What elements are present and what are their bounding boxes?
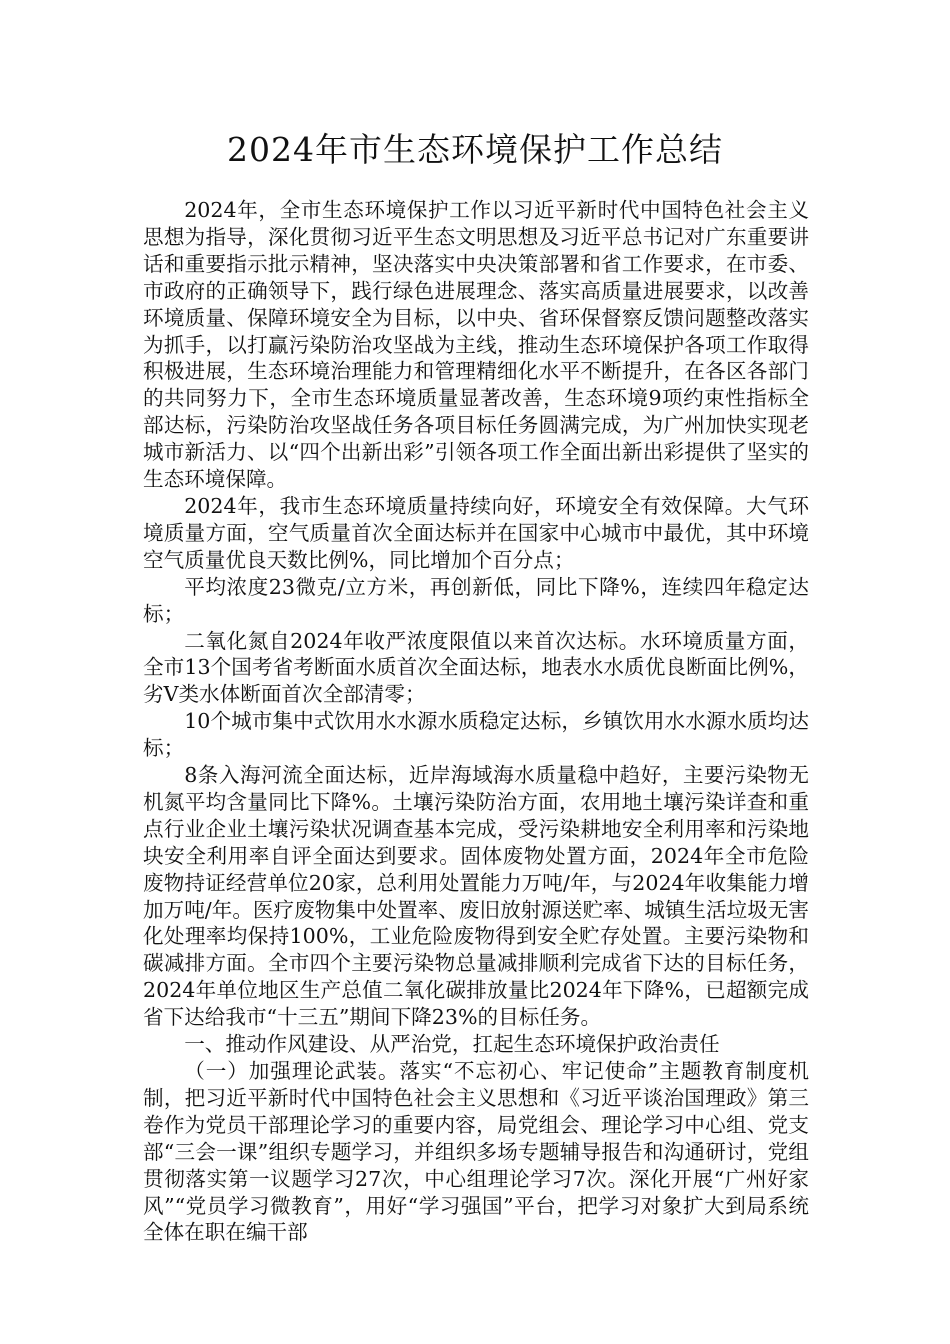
section-heading-1: 一、推动作风建设、从严治党，扛起生态环境保护政治责任 — [184, 1032, 720, 1057]
paragraph-4: 二氧化氮自2024年收严浓度限值以来首次达标。水环境质量方面，全市13个国考省考断面水质首次全面达标，地表水水质优良断面比例%，劣Ⅴ类水体断面首次全部清零； — [143, 628, 809, 707]
document-body — [143, 197, 809, 1246]
paragraph-3: 平均浓度23微克/立方米，再创新低，同比下降%，连续四年稳定达标； — [143, 574, 809, 626]
paragraph-7: （一）加强理论武装。落实“不忘初心、牢记使命”主题教育制度机制，把习近平新时代中国特色社会主义思想和《习近平谈治国理政》第三卷作为党员干部理论学习的重要内容，局党组会、理论学习中心组、党支部“三会一课”组织专题学习，并组织多场专题辅导报告和沟通研讨，党组贯彻落实第一议题学习27次，中心组理论学习7次。深化开展“广州好家风”“党员学习微教育”，用好“学习强国”平台，把学习对象扩大到局系统全体在职在编干部 — [143, 1059, 809, 1245]
paragraph-2: 2024年，我市生态环境质量持续向好，环境安全有效保障。大气环境质量方面，空气质量首次全面达标并在国家中心城市中最优，其中环境空气质量优良天数比例%，同比增加个百分点； — [143, 493, 809, 572]
paragraph-6: 8条入海河流全面达标，近岸海域海水质量稳中趋好，主要污染物无机氮平均含量同比下降%。土壤污染防治方面，农用地土壤污染详查和重点行业企业土壤污染状况调查基本完成，受污染耕地安全利用率和污染地块安全利用率自评全面达到要求。固体废物处置方面，2024年全市危险废物持证经营单位20家，总利用处置能力万吨/年，与2024年收集能力增加万吨/年。医疗废物集中处置率、废旧放射源送贮率、城镇生活垃圾无害化处理率均保持100%，工业危险废物得到安全贮存处置。主要污染物和碳减排方面。全市四个主要污染物总量减排顺利完成省下达的目标任务，2024年单位地区生产总值二氧化碳排放量比2024年下降%，已超额完成省下达给我市“十三五”期间下降23%的目标任务。 — [143, 763, 809, 1030]
paragraph-5: 10个城市集中式饮用水水源水质稳定达标，乡镇饮用水水源水质均达标； — [143, 709, 809, 761]
document-title: 2024年市生态环境保护工作总结 — [227, 130, 723, 169]
paragraph-1: 2024年，全市生态环境保护工作以习近平新时代中国特色社会主义思想为指导，深化贯彻习近平生态文明思想及习近平总书记对广东重要讲话和重要指示批示精神，坚决落实中央决策部署和省工作要求，在市委、市政府的正确领导下，践行绿色进展理念、落实高质量进展要求，以改善环境质量、保障环境安全为目标，以中央、省环保督察反馈问题整改落实为抓手，以打赢污染防治攻坚战为主线，推动生态环境保护各项工作取得积极进展，生态环境治理能力和管理精细化水平不断提升，在各区各部门的共同努力下，全市生态环境质量显著改善，生态环境9项约束性指标全部达标，污染防治攻坚战任务各项目标任务圆满完成，为广州加快实现老城市新活力、以“四个出新出彩”引领各项工作全面出新出彩提供了坚实的生态环境保障。 — [143, 198, 809, 492]
